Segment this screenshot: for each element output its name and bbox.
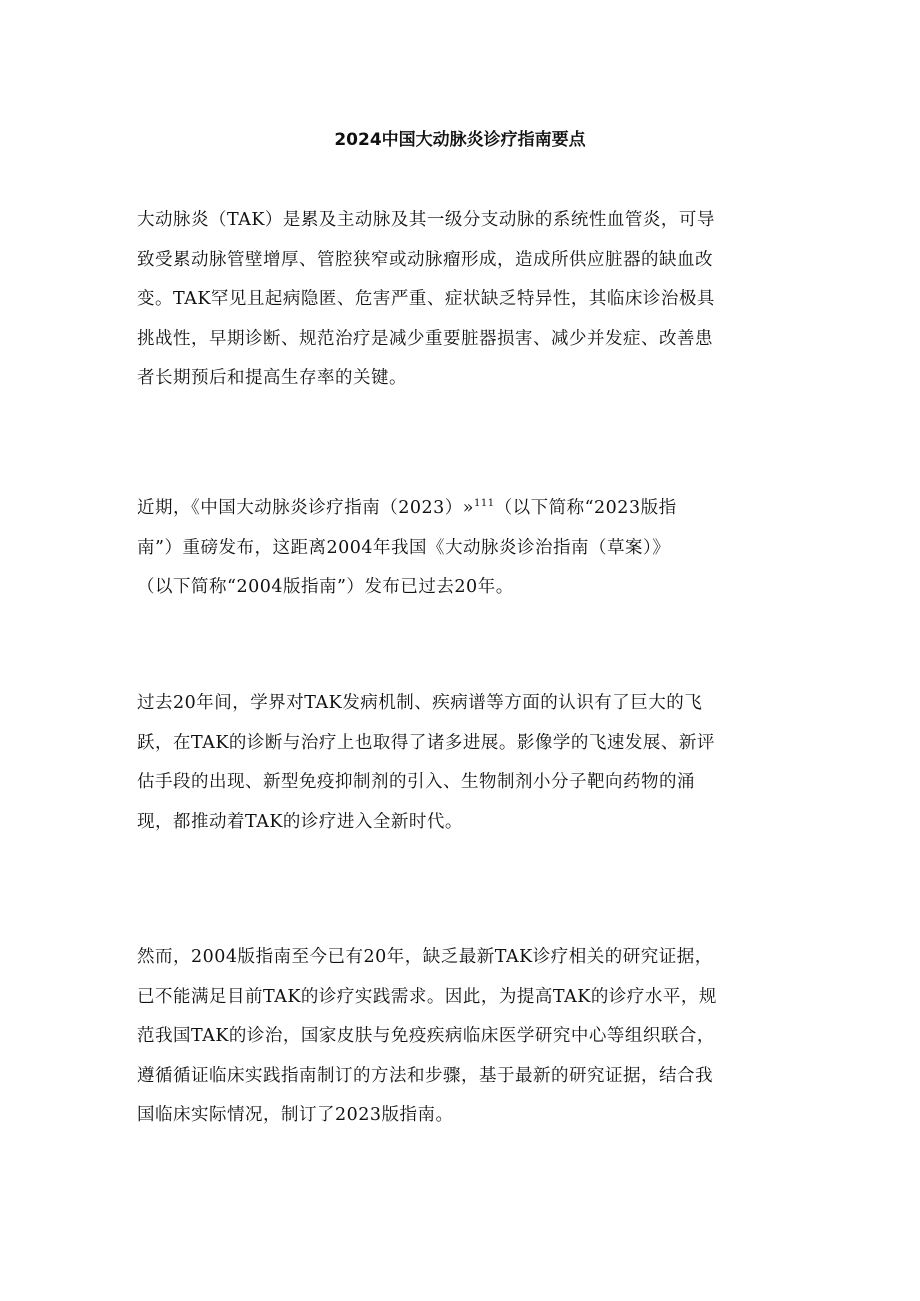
citation-superscript: 111 <box>474 498 495 510</box>
paragraph-line: 变。TAK罕见且起病隐匿、危害严重、症状缺乏特异性，其临床诊治极具 <box>137 289 715 309</box>
paragraph-line: 然而，2004版指南至今已有20年，缺乏最新TAK诊疗相关的研究证据， <box>137 947 713 967</box>
paragraph-intro <box>137 201 783 399</box>
paragraph-recent-release <box>137 489 783 608</box>
line-text: （以下简称“2023版指 <box>494 498 677 518</box>
paragraph-line: 者长期预后和提高生存率的关键。 <box>137 368 407 388</box>
paragraph-progress <box>137 684 783 842</box>
paragraph-line: 挑战性，早期诊断、规范治疗是减少重要脏器损害、减少并发症、改善患 <box>137 328 713 349</box>
paragraph-line: 南”）重磅发布，这距离2004年我国《大动脉炎诊治指南（草案）》 <box>137 537 671 558</box>
paragraph-line: 已不能满足目前TAK的诊疗实践需求。因此，为提高TAK的诊疗水平，规 <box>137 986 717 1007</box>
paragraph-new-guideline <box>137 938 783 1136</box>
paragraph-line: 过去20年间，学界对TAK发病机制、疾病谱等方面的认识有了巨大的飞 <box>137 693 703 713</box>
paragraph-line: （以下简称“2004版指南”）发布已过去20年。 <box>137 577 514 597</box>
line-text: 近期，《中国大动脉炎诊疗指南（2023）» <box>137 498 474 518</box>
paragraph-line: 致受累动脉管壁增厚、管腔狭窄或动脉瘤形成，造成所供应脏器的缺血改 <box>137 249 713 270</box>
document-title: 2024中国大动脉炎诊疗指南要点 <box>334 130 586 150</box>
paragraph-line: 范我国TAK的诊治，国家皮肤与免疫疾病临床医学研究中心等组织联合， <box>137 1026 715 1046</box>
paragraph-line: 国临床实际情况，制订了2023版指南。 <box>137 1105 454 1125</box>
paragraph-line: 跃，在TAK的诊断与治疗上也取得了诸多进展。影像学的飞速发展、新评 <box>137 732 715 753</box>
paragraph-line: 遵循循证临床实践指南制订的方法和步骤，基于最新的研究证据，结合我 <box>137 1065 713 1086</box>
paragraph-line: 估手段的出现、新型免疫抑制剂的引入、生物制剂小分子靶向药物的涌 <box>137 772 695 792</box>
paragraph-line: 大动脉炎（TAK）是累及主动脉及其一级分支动脉的系统性血管炎，可导 <box>137 210 715 230</box>
paragraph-line: 现，都推动着TAK的诊疗进入全新时代。 <box>137 811 463 832</box>
paragraph-line <box>137 489 783 529</box>
